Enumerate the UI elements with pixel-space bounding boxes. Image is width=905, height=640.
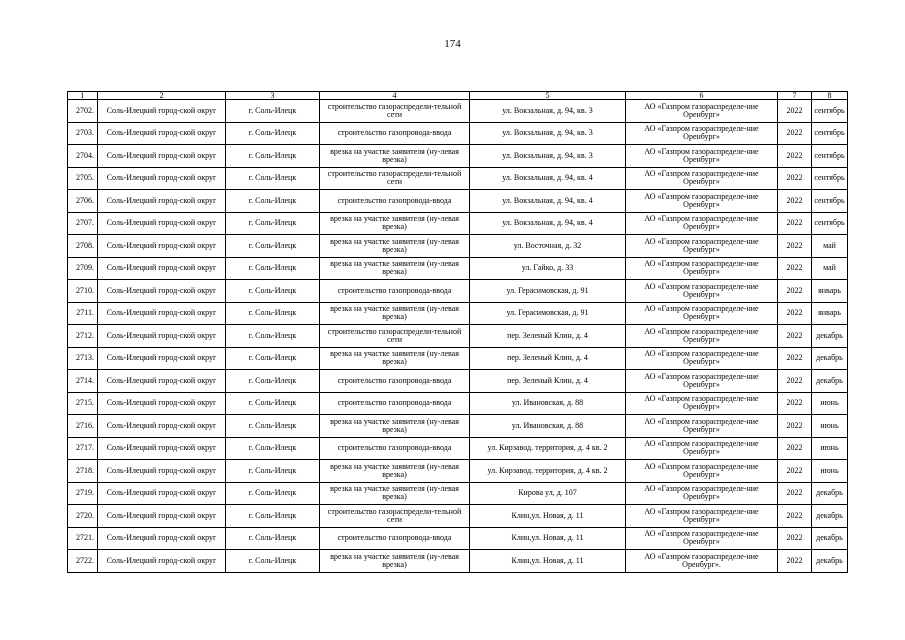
year-cell: 2022	[778, 100, 812, 123]
district-cell: Соль-Илецкий город-ской округ	[98, 392, 226, 415]
organization-cell: АО «Газпром газораспределе-ние Оренбург»	[626, 302, 778, 325]
address-cell: пер. Зеленый Клин, д. 4	[470, 325, 626, 348]
year-cell: 2022	[778, 437, 812, 460]
year-cell: 2022	[778, 482, 812, 505]
work-type-cell: врезка на участке заявителя (ну-левая врезка)	[320, 347, 470, 370]
row-number-cell: 2715.	[68, 392, 98, 415]
row-number-cell: 2722.	[68, 550, 98, 573]
organization-cell: АО «Газпром газораспределе-ние Оренбург»	[626, 280, 778, 303]
table-row	[68, 505, 848, 528]
organization-cell: АО «Газпром газораспределе-ние Оренбург»	[626, 325, 778, 348]
column-header: 8	[812, 92, 848, 100]
row-number-cell: 2707.	[68, 212, 98, 235]
locality-cell: г. Соль-Илецк	[226, 100, 320, 123]
address-cell: ул. Вокзальная, д. 94, кв. 3	[470, 122, 626, 145]
month-cell: сентябрь	[812, 122, 848, 145]
table-row	[68, 212, 848, 235]
organization-cell: АО «Газпром газораспределе-ние Оренбург»	[626, 482, 778, 505]
month-cell: июнь	[812, 415, 848, 438]
year-cell: 2022	[778, 257, 812, 280]
address-cell: ул. Ивановская, д. 88	[470, 392, 626, 415]
work-type-cell: строительство газораспредели-тельной сети	[320, 167, 470, 190]
locality-cell: г. Соль-Илецк	[226, 460, 320, 483]
year-cell: 2022	[778, 347, 812, 370]
year-cell: 2022	[778, 235, 812, 258]
row-number-cell: 2717.	[68, 437, 98, 460]
table-row	[68, 190, 848, 213]
month-cell: сентябрь	[812, 145, 848, 168]
column-header: 7	[778, 92, 812, 100]
work-type-cell: строительство газопровода-ввода	[320, 122, 470, 145]
district-cell: Соль-Илецкий город-ской округ	[98, 167, 226, 190]
row-number-cell: 2709.	[68, 257, 98, 280]
work-type-cell: строительство газопровода-ввода	[320, 190, 470, 213]
locality-cell: г. Соль-Илецк	[226, 527, 320, 550]
column-header: 3	[226, 92, 320, 100]
column-header: 6	[626, 92, 778, 100]
month-cell: декабрь	[812, 325, 848, 348]
locality-cell: г. Соль-Илецк	[226, 190, 320, 213]
locality-cell: г. Соль-Илецк	[226, 280, 320, 303]
work-type-cell: врезка на участке заявителя (ну-левая врезка)	[320, 550, 470, 573]
month-cell: сентябрь	[812, 212, 848, 235]
year-cell: 2022	[778, 415, 812, 438]
locality-cell: г. Соль-Илецк	[226, 370, 320, 393]
table-row	[68, 460, 848, 483]
work-type-cell: врезка на участке заявителя (ну-левая врезка)	[320, 482, 470, 505]
locality-cell: г. Соль-Илецк	[226, 257, 320, 280]
locality-cell: г. Соль-Илецк	[226, 145, 320, 168]
address-cell: ул. Вокзальная, д. 94, кв. 4	[470, 212, 626, 235]
address-cell: ул. Восточная, д. 32	[470, 235, 626, 258]
organization-cell: АО «Газпром газораспределе-ние Оренбург»	[626, 437, 778, 460]
month-cell: декабрь	[812, 527, 848, 550]
column-header: 5	[470, 92, 626, 100]
table-row	[68, 437, 848, 460]
address-cell: ул. Кирзавод. территория, д. 4 кв. 2	[470, 460, 626, 483]
organization-cell: АО «Газпром газораспределе-ние Оренбург»	[626, 212, 778, 235]
year-cell: 2022	[778, 527, 812, 550]
row-number-cell: 2721.	[68, 527, 98, 550]
work-type-cell: врезка на участке заявителя (ну-левая врезка)	[320, 145, 470, 168]
year-cell: 2022	[778, 392, 812, 415]
locality-cell: г. Соль-Илецк	[226, 347, 320, 370]
row-number-cell: 2713.	[68, 347, 98, 370]
month-cell: июнь	[812, 437, 848, 460]
row-number-cell: 2719.	[68, 482, 98, 505]
year-cell: 2022	[778, 167, 812, 190]
month-cell: декабрь	[812, 347, 848, 370]
organization-cell: АО «Газпром газораспределе-ние Оренбург»	[626, 415, 778, 438]
table-row	[68, 550, 848, 573]
district-cell: Соль-Илецкий город-ской округ	[98, 505, 226, 528]
row-number-cell: 2720.	[68, 505, 98, 528]
locality-cell: г. Соль-Илецк	[226, 415, 320, 438]
month-cell: май	[812, 235, 848, 258]
district-cell: Соль-Илецкий город-ской округ	[98, 122, 226, 145]
column-header: 2	[98, 92, 226, 100]
work-type-cell: строительство газопровода-ввода	[320, 437, 470, 460]
locality-cell: г. Соль-Илецк	[226, 167, 320, 190]
district-cell: Соль-Илецкий город-ской округ	[98, 370, 226, 393]
address-cell: ул. Гайко, д. 33	[470, 257, 626, 280]
address-cell: ул. Вокзальная, д. 94, кв. 3	[470, 145, 626, 168]
row-number-cell: 2705.	[68, 167, 98, 190]
year-cell: 2022	[778, 505, 812, 528]
table-row	[68, 325, 848, 348]
work-type-cell: врезка на участке заявителя (ну-левая врезка)	[320, 235, 470, 258]
gasification-table	[67, 91, 848, 573]
month-cell: июнь	[812, 460, 848, 483]
table-row	[68, 122, 848, 145]
year-cell: 2022	[778, 550, 812, 573]
district-cell: Соль-Илецкий город-ской округ	[98, 460, 226, 483]
month-cell: сентябрь	[812, 190, 848, 213]
work-type-cell: строительство газораспредели-тельной сети	[320, 325, 470, 348]
organization-cell: АО «Газпром газораспределе-ние Оренбург»	[626, 370, 778, 393]
organization-cell: АО «Газпром газораспределе-ние Оренбург»	[626, 122, 778, 145]
locality-cell: г. Соль-Илецк	[226, 550, 320, 573]
month-cell: январь	[812, 302, 848, 325]
locality-cell: г. Соль-Илецк	[226, 122, 320, 145]
organization-cell: АО «Газпром газораспределе-ние Оренбург»	[626, 167, 778, 190]
organization-cell: АО «Газпром газораспределе-ние Оренбург»	[626, 235, 778, 258]
row-number-cell: 2711.	[68, 302, 98, 325]
row-number-cell: 2716.	[68, 415, 98, 438]
locality-cell: г. Соль-Илецк	[226, 437, 320, 460]
row-number-cell: 2710.	[68, 280, 98, 303]
table-row	[68, 145, 848, 168]
address-cell: Кирова ул, д. 107	[470, 482, 626, 505]
district-cell: Соль-Илецкий город-ской округ	[98, 347, 226, 370]
table-row	[68, 302, 848, 325]
table-row	[68, 347, 848, 370]
row-number-cell: 2708.	[68, 235, 98, 258]
year-cell: 2022	[778, 190, 812, 213]
address-cell: Клин,ул. Новая, д. 11	[470, 550, 626, 573]
organization-cell: АО «Газпром газораспределе-ние Оренбург»	[626, 392, 778, 415]
month-cell: декабрь	[812, 370, 848, 393]
district-cell: Соль-Илецкий город-ской округ	[98, 415, 226, 438]
year-cell: 2022	[778, 325, 812, 348]
work-type-cell: строительство газопровода-ввода	[320, 392, 470, 415]
locality-cell: г. Соль-Илецк	[226, 212, 320, 235]
table-row	[68, 392, 848, 415]
table-row	[68, 100, 848, 123]
address-cell: пер. Зеленый Клин, д. 4	[470, 370, 626, 393]
month-cell: сентябрь	[812, 100, 848, 123]
year-cell: 2022	[778, 212, 812, 235]
organization-cell: АО «Газпром газораспределе-ние Оренбург»	[626, 347, 778, 370]
work-type-cell: врезка на участке заявителя (ну-левая врезка)	[320, 302, 470, 325]
page-number: 174	[444, 38, 461, 50]
locality-cell: г. Соль-Илецк	[226, 505, 320, 528]
month-cell: декабрь	[812, 550, 848, 573]
row-number-cell: 2714.	[68, 370, 98, 393]
organization-cell: АО «Газпром газораспределе-ние Оренбург»	[626, 460, 778, 483]
year-cell: 2022	[778, 122, 812, 145]
row-number-cell: 2703.	[68, 122, 98, 145]
work-type-cell: строительство газораспредели-тельной сети	[320, 505, 470, 528]
year-cell: 2022	[778, 370, 812, 393]
address-cell: ул. Герасимовская, д. 91	[470, 280, 626, 303]
locality-cell: г. Соль-Илецк	[226, 325, 320, 348]
district-cell: Соль-Илецкий город-ской округ	[98, 190, 226, 213]
address-cell: ул. Вокзальная, д. 94, кв. 4	[470, 167, 626, 190]
work-type-cell: строительство газопровода-ввода	[320, 527, 470, 550]
table-row	[68, 280, 848, 303]
table-row	[68, 482, 848, 505]
organization-cell: АО «Газпром газораспределе-ние Оренбург»	[626, 100, 778, 123]
month-cell: сентябрь	[812, 167, 848, 190]
locality-cell: г. Соль-Илецк	[226, 392, 320, 415]
district-cell: Соль-Илецкий город-ской округ	[98, 100, 226, 123]
year-cell: 2022	[778, 302, 812, 325]
address-cell: ул. Вокзальная, д. 94, кв. 4	[470, 190, 626, 213]
month-cell: декабрь	[812, 505, 848, 528]
work-type-cell: строительство газораспредели-тельной сети	[320, 100, 470, 123]
district-cell: Соль-Илецкий город-ской округ	[98, 302, 226, 325]
table-header-row	[68, 92, 848, 100]
locality-cell: г. Соль-Илецк	[226, 302, 320, 325]
address-cell: Клин,ул. Новая, д. 11	[470, 527, 626, 550]
table-row	[68, 235, 848, 258]
work-type-cell: врезка на участке заявителя (ну-левая врезка)	[320, 257, 470, 280]
organization-cell: АО «Газпром газораспределе-ние Оренбург»	[626, 145, 778, 168]
table-row	[68, 370, 848, 393]
organization-cell: АО «Газпром газораспределе-ние Оренбург».	[626, 550, 778, 573]
district-cell: Соль-Илецкий город-ской округ	[98, 527, 226, 550]
organization-cell: АО «Газпром газораспределе-ние Оренбург»	[626, 527, 778, 550]
address-cell: пер. Зеленый Клин, д. 4	[470, 347, 626, 370]
address-cell: ул. Герасимовская, д. 91	[470, 302, 626, 325]
work-type-cell: врезка на участке заявителя (ну-левая врезка)	[320, 415, 470, 438]
table-row	[68, 257, 848, 280]
district-cell: Соль-Илецкий город-ской округ	[98, 280, 226, 303]
month-cell: декабрь	[812, 482, 848, 505]
column-header: 1	[68, 92, 98, 100]
organization-cell: АО «Газпром газораспределе-ние Оренбург»	[626, 505, 778, 528]
work-type-cell: врезка на участке заявителя (ну-левая врезка)	[320, 460, 470, 483]
row-number-cell: 2718.	[68, 460, 98, 483]
table-row	[68, 527, 848, 550]
work-type-cell: врезка на участке заявителя (ну-левая врезка)	[320, 212, 470, 235]
row-number-cell: 2706.	[68, 190, 98, 213]
address-cell: ул. Вокзальная, д. 94, кв. 3	[470, 100, 626, 123]
district-cell: Соль-Илецкий город-ской округ	[98, 325, 226, 348]
year-cell: 2022	[778, 460, 812, 483]
table-row	[68, 167, 848, 190]
month-cell: январь	[812, 280, 848, 303]
year-cell: 2022	[778, 280, 812, 303]
row-number-cell: 2712.	[68, 325, 98, 348]
year-cell: 2022	[778, 145, 812, 168]
organization-cell: АО «Газпром газораспределе-ние Оренбург»	[626, 257, 778, 280]
address-cell: Клин,ул. Новая, д. 11	[470, 505, 626, 528]
table-row	[68, 415, 848, 438]
address-cell: ул. Кирзавод. территория, д. 4 кв. 2	[470, 437, 626, 460]
month-cell: июнь	[812, 392, 848, 415]
organization-cell: АО «Газпром газораспределе-ние Оренбург»	[626, 190, 778, 213]
row-number-cell: 2704.	[68, 145, 98, 168]
row-number-cell: 2702.	[68, 100, 98, 123]
district-cell: Соль-Илецкий город-ской округ	[98, 212, 226, 235]
district-cell: Соль-Илецкий город-ской округ	[98, 482, 226, 505]
locality-cell: г. Соль-Илецк	[226, 235, 320, 258]
month-cell: май	[812, 257, 848, 280]
district-cell: Соль-Илецкий город-ской округ	[98, 550, 226, 573]
district-cell: Соль-Илецкий город-ской округ	[98, 257, 226, 280]
address-cell: ул. Ивановская, д. 88	[470, 415, 626, 438]
locality-cell: г. Соль-Илецк	[226, 482, 320, 505]
column-header: 4	[320, 92, 470, 100]
district-cell: Соль-Илецкий город-ской округ	[98, 235, 226, 258]
work-type-cell: строительство газопровода-ввода	[320, 280, 470, 303]
work-type-cell: строительство газопровода-ввода	[320, 370, 470, 393]
district-cell: Соль-Илецкий город-ской округ	[98, 145, 226, 168]
district-cell: Соль-Илецкий город-ской округ	[98, 437, 226, 460]
